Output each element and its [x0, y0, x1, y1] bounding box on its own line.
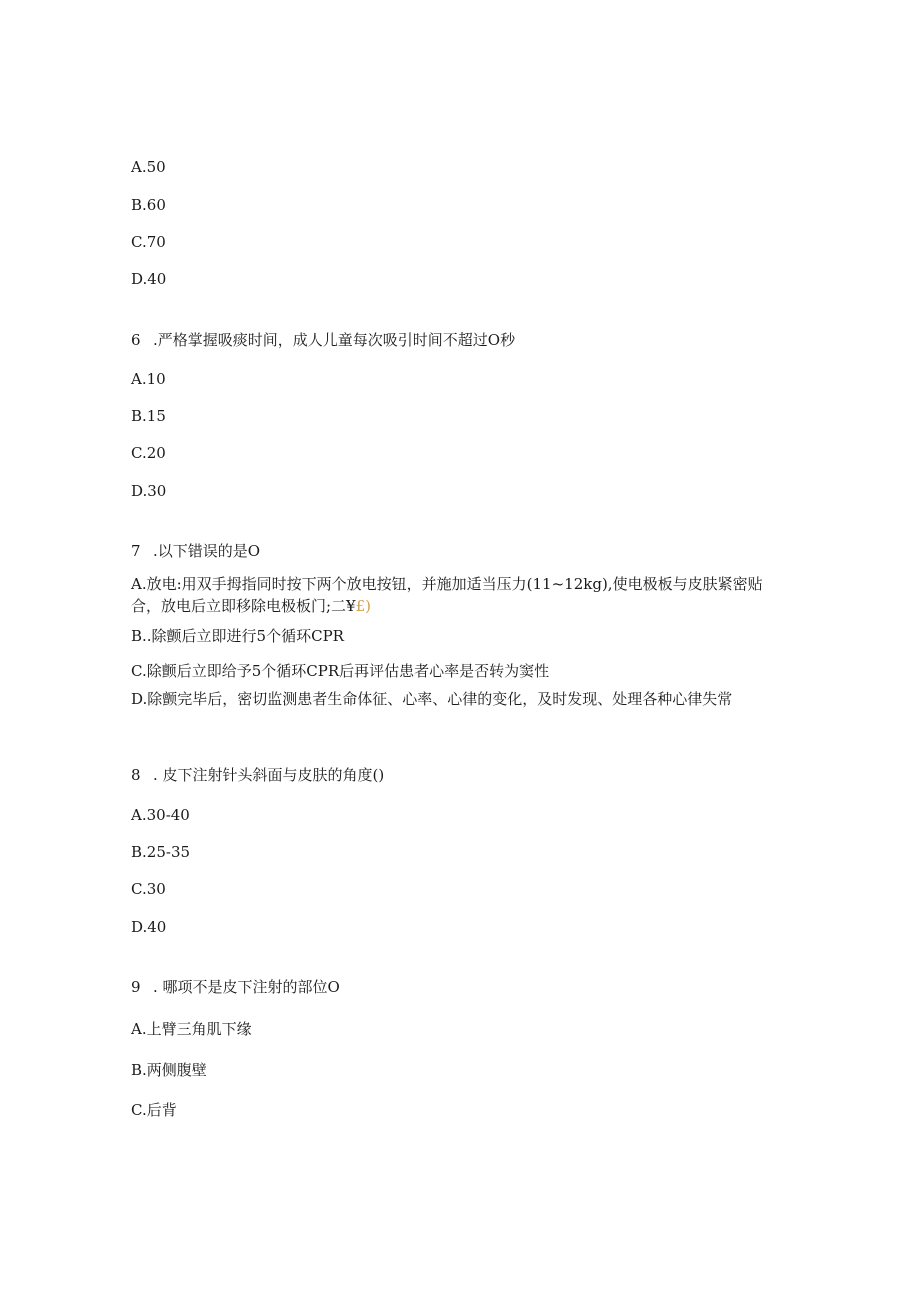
q7-option-a [131, 573, 781, 617]
q9-number: 9 [131, 978, 141, 996]
q5-option-c: C.70 [131, 233, 166, 251]
q6-text: .严格掌握吸痰时间，成人儿童每次吸引时间不超过O秒 [153, 331, 516, 349]
q8-option-c: C.30 [131, 880, 166, 898]
q8-number: 8 [131, 766, 141, 784]
q6-option-b: B.15 [131, 407, 166, 425]
q5-option-b: B.60 [131, 196, 166, 214]
q7-option-a-faint: £) [355, 597, 372, 615]
q7-number: 7 [131, 542, 141, 560]
q7-option-c: C.除颤后立即给予5个循环CPR后再评估患者心率是否转为窦性 [131, 662, 550, 680]
q7-stem [131, 541, 260, 561]
q5-option-d: D.40 [131, 270, 167, 288]
q6-option-d: D.30 [131, 482, 167, 500]
q9-option-c: C.后背 [131, 1101, 177, 1119]
q5-option-a: A.50 [131, 158, 166, 176]
q8-option-b: B.25-35 [131, 843, 191, 861]
q7-option-a-text: A.放电:用双手拇指同时按下两个放电按钮，并施加适当压力(11~12kg),使电极板与皮肤紧密贴合，放电后立即移除电极板门;二¥ [131, 575, 763, 615]
q9-stem [131, 977, 340, 997]
q6-number: 6 [131, 331, 141, 349]
q8-text: . 皮下注射针头斜面与皮肤的角度() [153, 766, 385, 784]
q8-option-a: A.30-40 [131, 806, 190, 824]
q6-option-a: A.10 [131, 370, 166, 388]
q6-option-c: C.20 [131, 444, 166, 462]
q9-option-b: B.两侧腹壁 [131, 1061, 207, 1079]
q6-stem [131, 330, 515, 350]
q9-option-a: A.上臂三角肌下缘 [131, 1020, 252, 1038]
q7-option-d: D.除颤完毕后，密切监测患者生命体征、心率、心律的变化，及时发现、处理各种心律失常 [131, 690, 733, 708]
q9-text: . 哪项不是皮下注射的部位O [153, 978, 340, 996]
q8-stem [131, 765, 384, 785]
q8-option-d: D.40 [131, 918, 167, 936]
q7-text: .以下错误的是O [153, 542, 261, 560]
q7-option-b: B..除颤后立即进行5个循环CPR [131, 627, 344, 645]
